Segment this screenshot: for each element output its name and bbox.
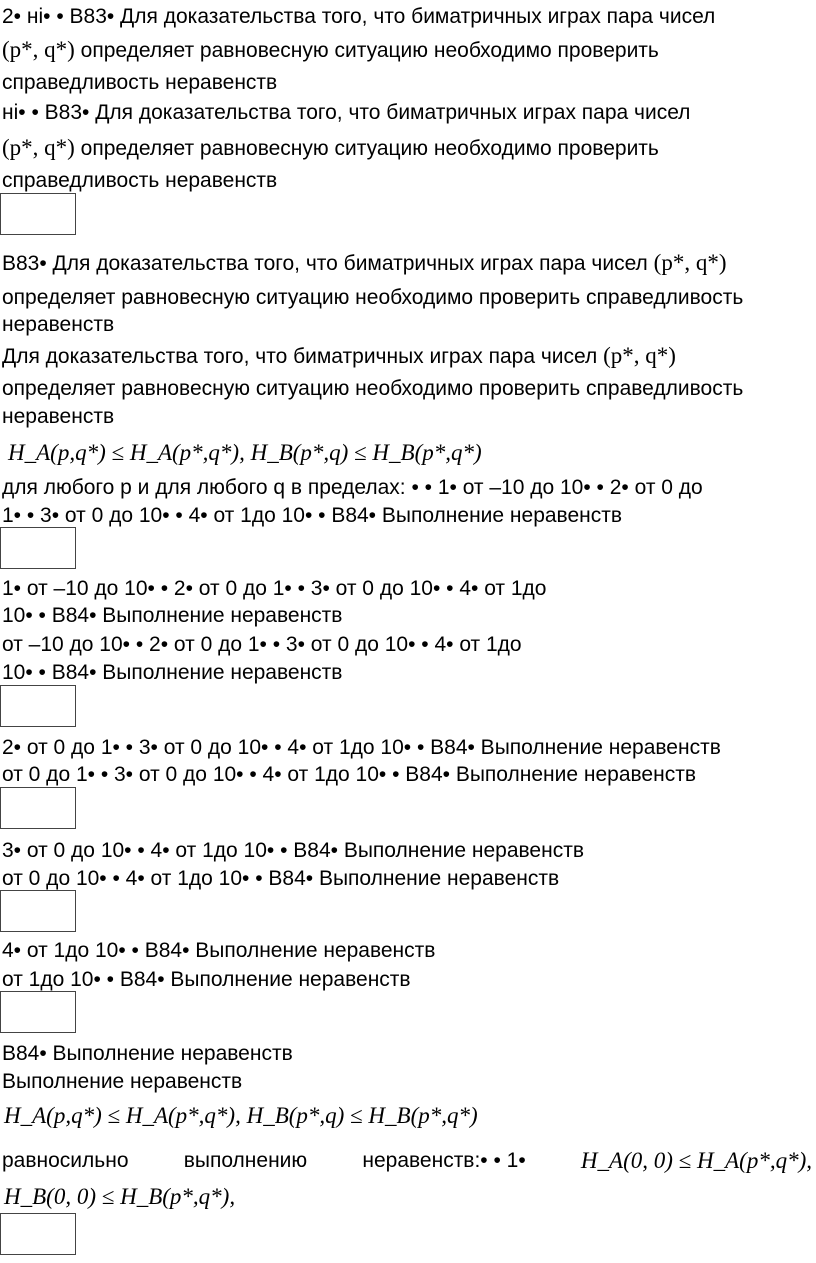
text-line bbox=[2, 1069, 812, 1095]
answer-checkbox[interactable] bbox=[0, 890, 76, 932]
paragraph-text: 1• от –10 до 10• • 2• от 0 до 1• • 3• от 0 до 10• • 4• от 1до bbox=[2, 577, 547, 600]
paragraph-text: Для доказательства того, что биматричных играх пара чисел bbox=[2, 345, 598, 368]
paragraph-text: ні• • B83• Для доказательства того, что биматричных играх пара чисел bbox=[2, 101, 691, 124]
paragraph-text: неравенств bbox=[2, 313, 115, 336]
text-line bbox=[2, 312, 812, 338]
text-line bbox=[2, 168, 812, 194]
text-line bbox=[2, 100, 812, 126]
text-line bbox=[2, 404, 812, 430]
text-line bbox=[2, 4, 812, 30]
answer-checkbox[interactable] bbox=[0, 193, 76, 235]
text-line bbox=[2, 376, 812, 402]
answer-checkbox[interactable] bbox=[0, 787, 76, 829]
paragraph-text: справедливость неравенств bbox=[2, 169, 278, 192]
paragraph-text: неравенств:• • 1• bbox=[362, 1149, 526, 1172]
paragraph-text: неравенств bbox=[2, 405, 115, 428]
inequality-formula: H_B(0, 0) ≤ H_B(p*,q*), bbox=[4, 1184, 236, 1209]
formula: (p*, q*) bbox=[2, 135, 75, 160]
paragraph-text: от 0 до 1• • 3• от 0 до 10• • 4• от 1до 10• • B84• Выполнение неравенств bbox=[2, 763, 696, 786]
text-line bbox=[2, 576, 812, 602]
formula: (p*, q*) bbox=[603, 343, 676, 368]
paragraph-text: равносильно bbox=[2, 1149, 129, 1172]
inequality-formula: H_A(p,q*) ≤ H_A(p*,q*), H_B(p*,q) ≤ H_B(p*,q*) bbox=[8, 440, 482, 465]
paragraph-text: определяет равновесную ситуацию необходимо проверить bbox=[80, 137, 659, 160]
text-line bbox=[2, 938, 812, 964]
paragraph-text: выполнению bbox=[183, 1149, 308, 1172]
text-line bbox=[2, 735, 812, 761]
paragraph-text: 3• от 0 до 10• • 4• от 1до 10• • B84• Выполнение неравенств bbox=[2, 839, 584, 862]
text-line bbox=[2, 135, 812, 162]
text-line bbox=[2, 1041, 812, 1067]
paragraph-text: определяет равновесную ситуацию необходимо проверить bbox=[80, 39, 659, 62]
text-line bbox=[2, 250, 812, 277]
text-line bbox=[2, 503, 812, 529]
formula: H_A(0, 0) ≤ H_A(p*,q*), bbox=[580, 1148, 812, 1173]
text-line bbox=[2, 37, 812, 64]
paragraph-text: от –10 до 10• • 2• от 0 до 1• • 3• от 0 до 10• • 4• от 1до bbox=[2, 633, 522, 656]
paragraph-text: для любого p и для любого q в пределах: • • 1• от –10 до 10• • 2• от 0 до bbox=[2, 476, 703, 499]
text-line bbox=[2, 343, 812, 370]
formula: (p*, q*) bbox=[2, 37, 75, 62]
text-line bbox=[2, 1148, 812, 1174]
text-line bbox=[2, 866, 812, 892]
paragraph-text: 1• • 3• от 0 до 10• • 4• от 1до 10• • B84• Выполнение неравенств bbox=[2, 504, 623, 527]
formula: (p*, q*) bbox=[653, 250, 727, 275]
text-line bbox=[2, 70, 812, 96]
paragraph-text: Выполнение неравенств bbox=[2, 1070, 243, 1093]
answer-checkbox[interactable] bbox=[0, 1213, 76, 1255]
paragraph-text: справедливость неравенств bbox=[2, 71, 278, 94]
paragraph-text: 10• • B84• Выполнение неравенств bbox=[2, 661, 343, 684]
answer-checkbox[interactable] bbox=[0, 991, 76, 1033]
paragraph-text: от 0 до 10• • 4• от 1до 10• • B84• Выполнение неравенств bbox=[2, 867, 560, 890]
text-line bbox=[2, 632, 812, 658]
paragraph-text: определяет равновесную ситуацию необходимо проверить справедливость bbox=[2, 286, 744, 309]
answer-checkbox[interactable] bbox=[0, 685, 76, 727]
paragraph-text: 2• от 0 до 1• • 3• от 0 до 10• • 4• от 1до 10• • B84• Выполнение неравенств bbox=[2, 736, 721, 759]
inequality-formula: H_A(p,q*) ≤ H_A(p*,q*), H_B(p*,q) ≤ H_B(p*,q*) bbox=[4, 1103, 478, 1128]
paragraph-text: 10• • B84• Выполнение неравенств bbox=[2, 604, 343, 627]
text-line bbox=[2, 762, 812, 788]
text-line bbox=[2, 603, 812, 629]
text-line bbox=[2, 475, 812, 501]
paragraph-text: B83• Для доказательства того, что биматричных играх пара чисел bbox=[2, 252, 648, 275]
text-line bbox=[2, 285, 812, 311]
paragraph-text: определяет равновесную ситуацию необходимо проверить справедливость bbox=[2, 377, 744, 400]
text-line bbox=[2, 660, 812, 686]
paragraph-text: B84• Выполнение неравенств bbox=[2, 1042, 293, 1065]
text-line bbox=[2, 838, 812, 864]
paragraph-text: 4• от 1до 10• • B84• Выполнение неравенств bbox=[2, 939, 436, 962]
paragraph-text: 2• ні• • B83• Для доказательства того, что биматричных играх пара чисел bbox=[2, 5, 716, 28]
paragraph-text: от 1до 10• • B84• Выполнение неравенств bbox=[2, 968, 411, 991]
text-line bbox=[2, 967, 812, 993]
answer-checkbox[interactable] bbox=[0, 527, 76, 569]
